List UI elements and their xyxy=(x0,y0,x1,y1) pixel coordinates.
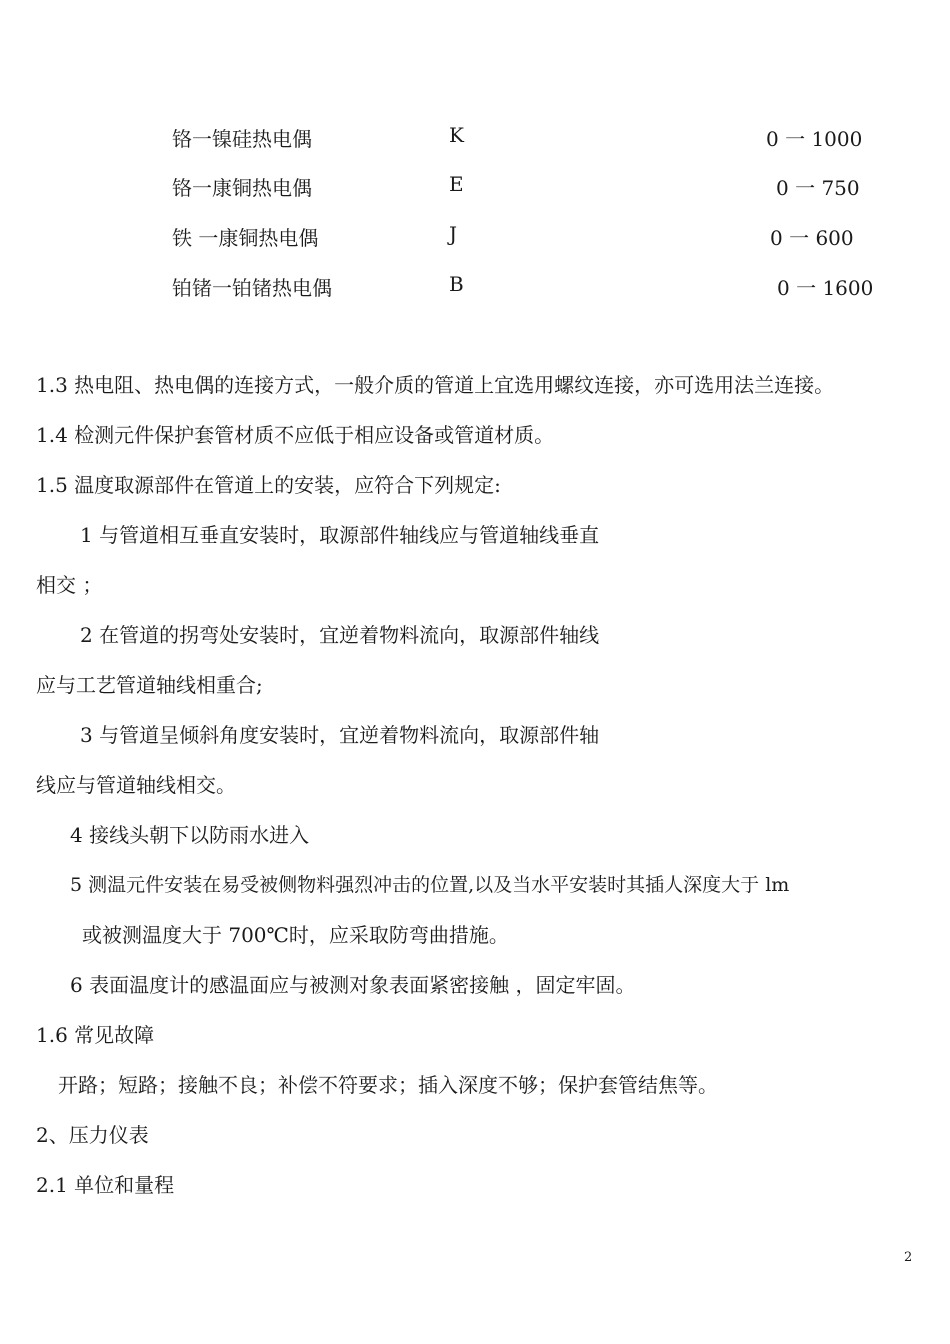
page-number: 2 xyxy=(904,1250,913,1265)
thermocouple-range: 0 一 750 xyxy=(776,176,860,200)
thermocouple-name: 铬一康铜热电偶 xyxy=(172,176,312,200)
list-item-2-line-2: 应与工艺管道轴线相重合; xyxy=(36,673,263,697)
section-heading-2-1: 2.1 单位和量程 xyxy=(36,1173,175,1197)
thermocouple-range: 0 一 1600 xyxy=(777,276,874,300)
list-item-6: 6 表面温度计的感温面应与被测对象表面紧密接触 ，固定牢固。 xyxy=(70,973,636,997)
thermocouple-code: J xyxy=(449,222,458,246)
faults-text: 开路；短路；接触不良；补偿不符要求；插入深度不够；保护套管结焦等。 xyxy=(58,1073,718,1097)
thermocouple-name: 铁 一康铜热电偶 xyxy=(172,226,319,250)
thermocouple-name: 铂锗一铂锗热电偶 xyxy=(172,276,332,300)
table-row xyxy=(0,123,950,153)
list-item-1-line-1: 1 与管道相互垂直安装时，取源部件轴线应与管道轴线垂直 xyxy=(80,523,600,547)
list-item-1-line-2: 相交 ； xyxy=(36,573,103,597)
list-item-3-line-1: 3 与管道呈倾斜角度安装时，宜逆着物料流向，取源部件轴 xyxy=(80,723,600,747)
section-heading-1-6: 1.6 常见故障 xyxy=(36,1023,155,1047)
list-item-4: 4 接线头朝下以防雨水进入 xyxy=(70,823,310,847)
thermocouple-range: 0 一 1000 xyxy=(766,127,863,151)
list-item-5-line-1: 5 测温元件安装在易受被侧物料强烈冲击的位置,以及当水平安装时其插人深度大于 lm xyxy=(70,874,790,896)
thermocouple-code: K xyxy=(449,123,464,147)
paragraph-1-4: 1.4 检测元件保护套管材质不应低于相应设备或管道材质。 xyxy=(36,423,555,447)
table-row xyxy=(0,222,950,252)
thermocouple-code: B xyxy=(449,272,464,296)
section-heading-2: 2、压力仪表 xyxy=(36,1123,149,1147)
thermocouple-name: 铬一镍硅热电偶 xyxy=(172,127,312,151)
table-row xyxy=(0,272,950,302)
list-item-5-line-2: 或被测温度大于 700℃时，应采取防弯曲措施。 xyxy=(82,923,509,947)
table-row xyxy=(0,172,950,202)
thermocouple-code: E xyxy=(449,172,464,196)
paragraph-1-5: 1.5 温度取源部件在管道上的安装，应符合下列规定: xyxy=(36,473,501,497)
paragraph-1-3: 1.3 热电阻、热电偶的连接方式，一般介质的管道上宜选用螺纹连接，亦可选用法兰连接。 xyxy=(36,373,835,397)
thermocouple-range: 0 一 600 xyxy=(770,226,854,250)
list-item-3-line-2: 线应与管道轴线相交。 xyxy=(36,773,236,797)
list-item-2-line-1: 2 在管道的拐弯处安装时，宜逆着物料流向，取源部件轴线 xyxy=(80,623,600,647)
